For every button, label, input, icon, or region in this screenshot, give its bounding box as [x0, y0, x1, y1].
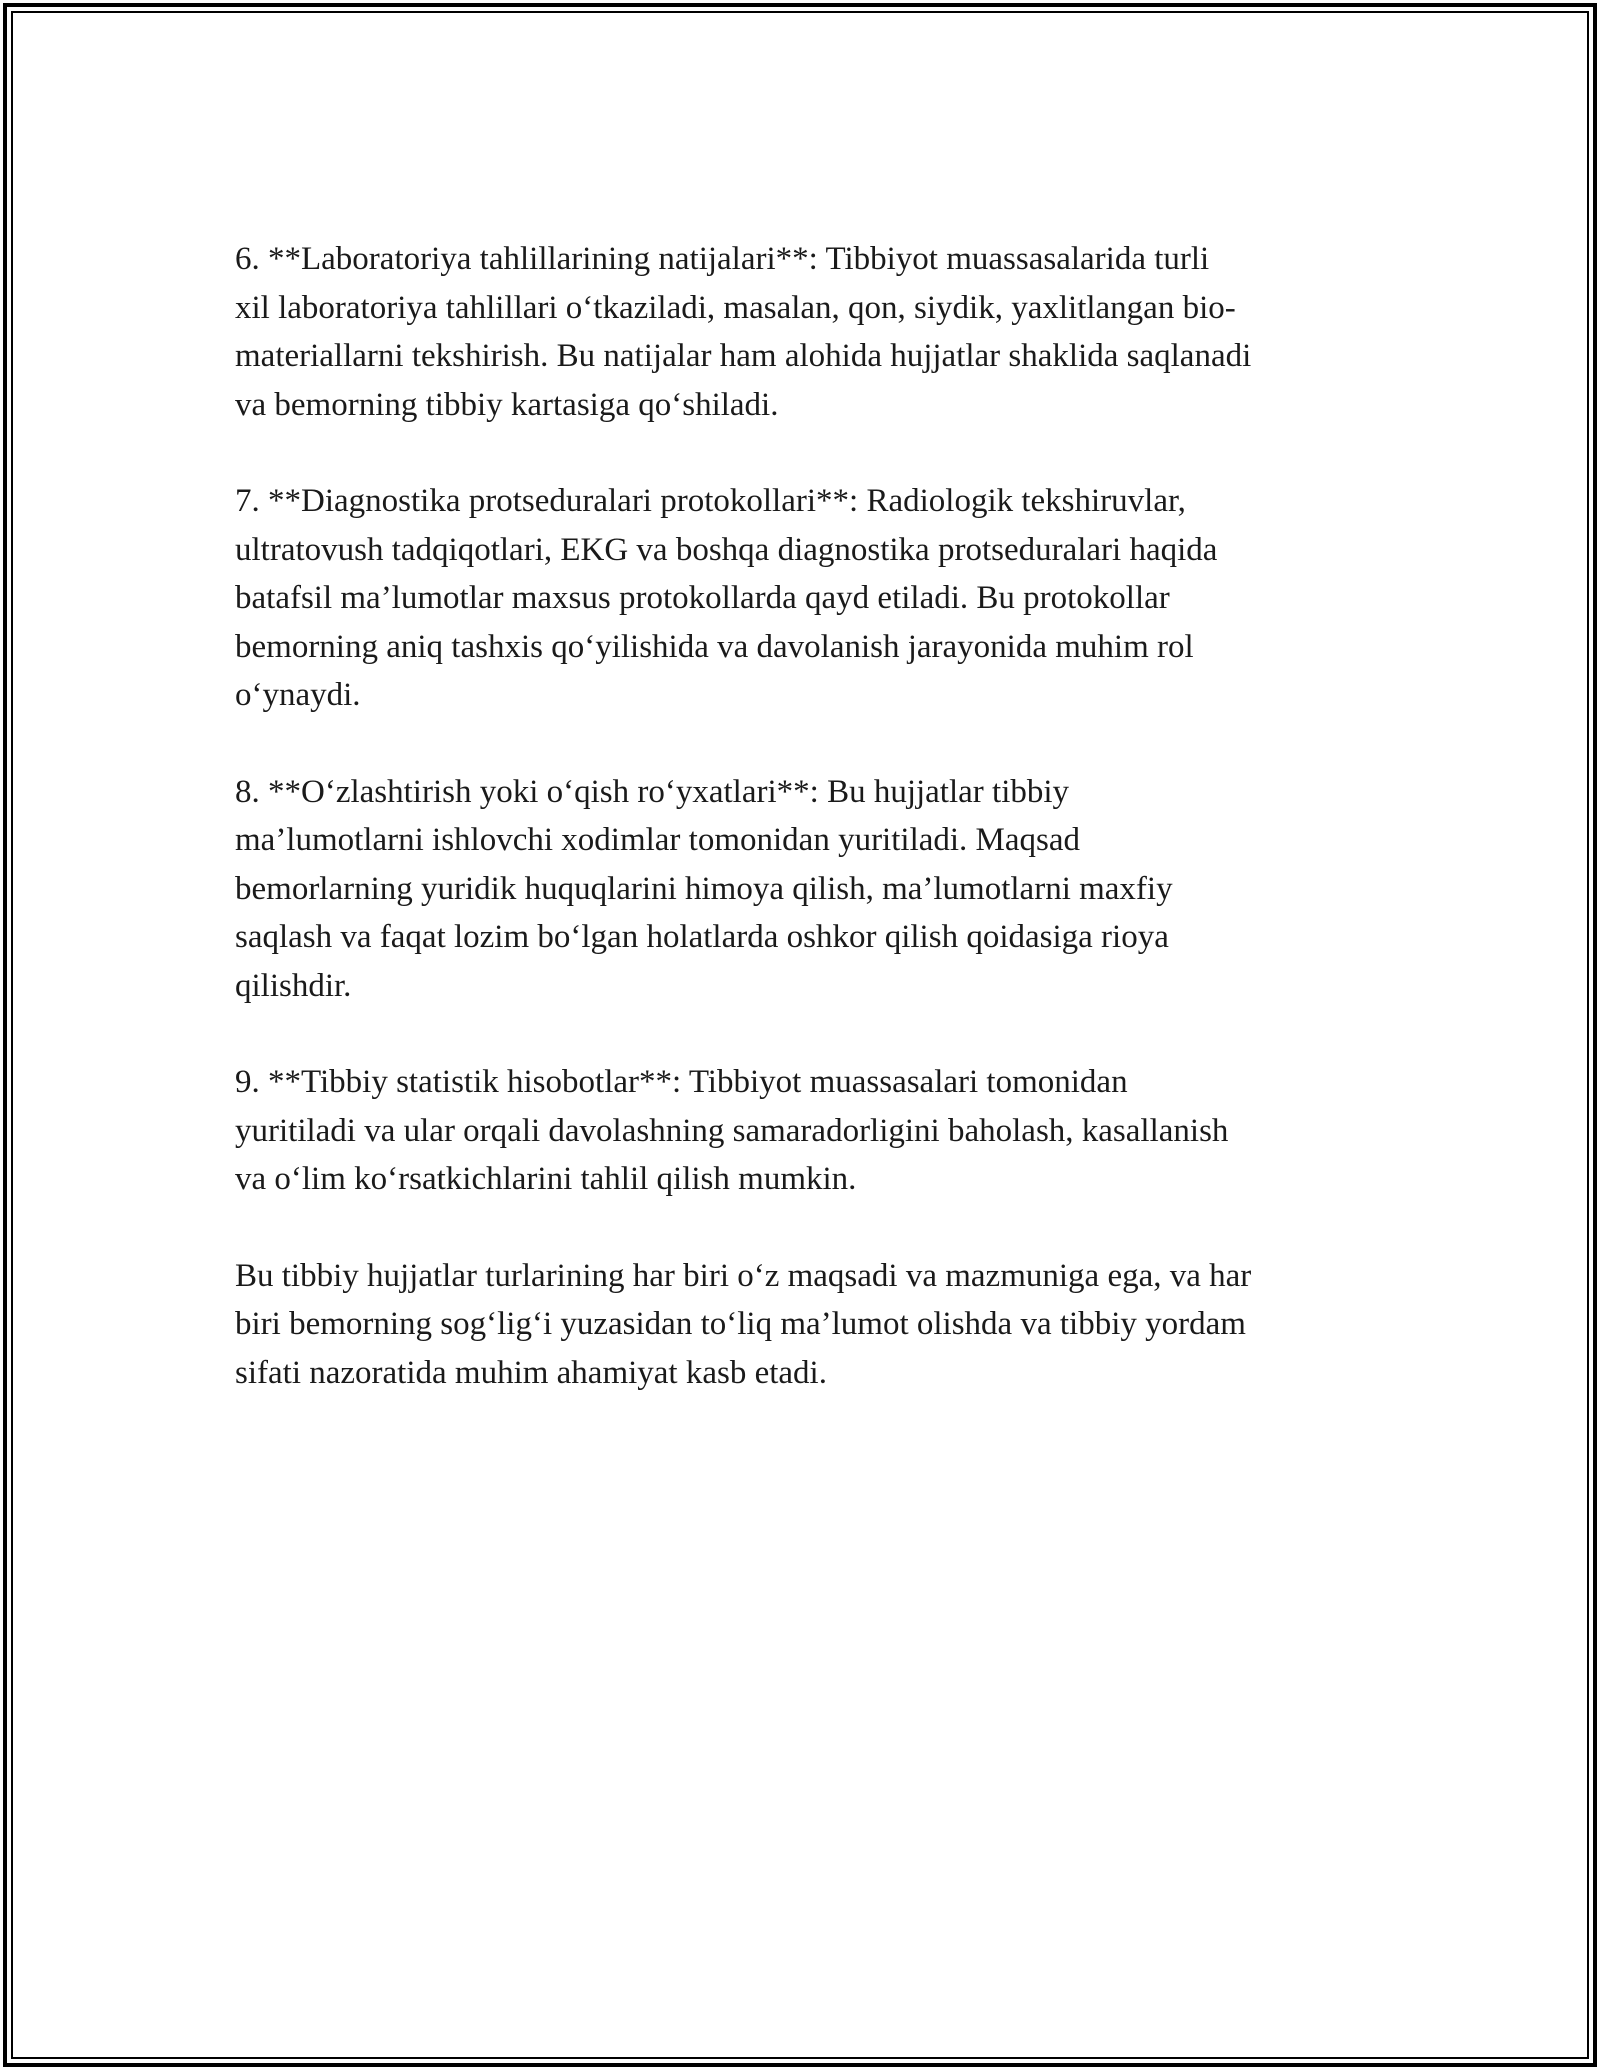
text-line: bemorlarning yuridik huquqlarini himoya qilish, ma’lumotlarni maxfiy: [235, 870, 1173, 907]
text-line: saqlash va faqat lozim bo‘lgan holatlarda oshkor qilish qoidasiga rioya: [235, 919, 1169, 955]
text-line: xil laboratoriya tahlillari o‘tkaziladi, masalan, qon, siydik, yaxlitlangan bio-: [235, 289, 1236, 326]
text-line: 9. **Tibbiy statistik hisobotlar**: Tibbiyot muassasalari tomonidan: [235, 1064, 1128, 1100]
text-line: va bemorning tibbiy kartasiga qo‘shiladi.: [235, 386, 779, 423]
text-line: batafsil ma’lumotlar maxsus protokollarda qayd etiladi. Bu protokollar: [235, 580, 1170, 616]
text-line: sifati nazoratida muhim ahamiyat kasb etadi.: [235, 1354, 827, 1391]
text-line: bemorning aniq tashxis qo‘yilishida va davolanish jarayonida muhim rol: [235, 628, 1194, 665]
text-line: 8. **O‘zlashtirish yoki o‘qish ro‘yxatlari**: Bu hujjatlar tibbiy: [235, 773, 1070, 810]
document-body: [235, 235, 1370, 1445]
text-line: 6. **Laboratoriya tahlillarining natijalari**: Tibbiyot muassasalarida turli: [235, 241, 1210, 277]
text-line: ma’lumotlarni ishlovchi xodimlar tomonidan yuritiladi. Maqsad: [235, 822, 1081, 858]
text-line: o‘ynaydi.: [235, 677, 361, 713]
text-line: biri bemorning sog‘lig‘i yuzasidan to‘liq ma’lumot olishda va tibbiy yordam: [235, 1306, 1246, 1342]
paragraph-access-lists: [235, 768, 1370, 1011]
paragraph-conclusion: [235, 1252, 1370, 1398]
paragraph-statistical-reports: [235, 1058, 1370, 1204]
text-line: ultratovush tadqiqotlari, EKG va boshqa diagnostika protseduralari haqida: [235, 531, 1218, 568]
paragraph-laboratory-results: [235, 235, 1370, 429]
text-line: qilishdir.: [235, 967, 352, 1004]
text-line: va o‘lim ko‘rsatkichlarini tahlil qilish mumkin.: [235, 1161, 857, 1197]
text-line: Bu tibbiy hujjatlar turlarining har biri o‘z maqsadi va mazmuniga ega, va har: [235, 1257, 1252, 1294]
text-line: yuritiladi va ular orqali davolashning samaradorligini baholash, kasallanish: [235, 1112, 1229, 1149]
text-line: 7. **Diagnostika protseduralari protokollari**: Radiologik tekshiruvlar,: [235, 483, 1186, 519]
paragraph-diagnostic-protocols: [235, 477, 1370, 720]
text-line: materiallarni tekshirish. Bu natijalar ham alohida hujjatlar shaklida saqlanadi: [235, 338, 1252, 374]
